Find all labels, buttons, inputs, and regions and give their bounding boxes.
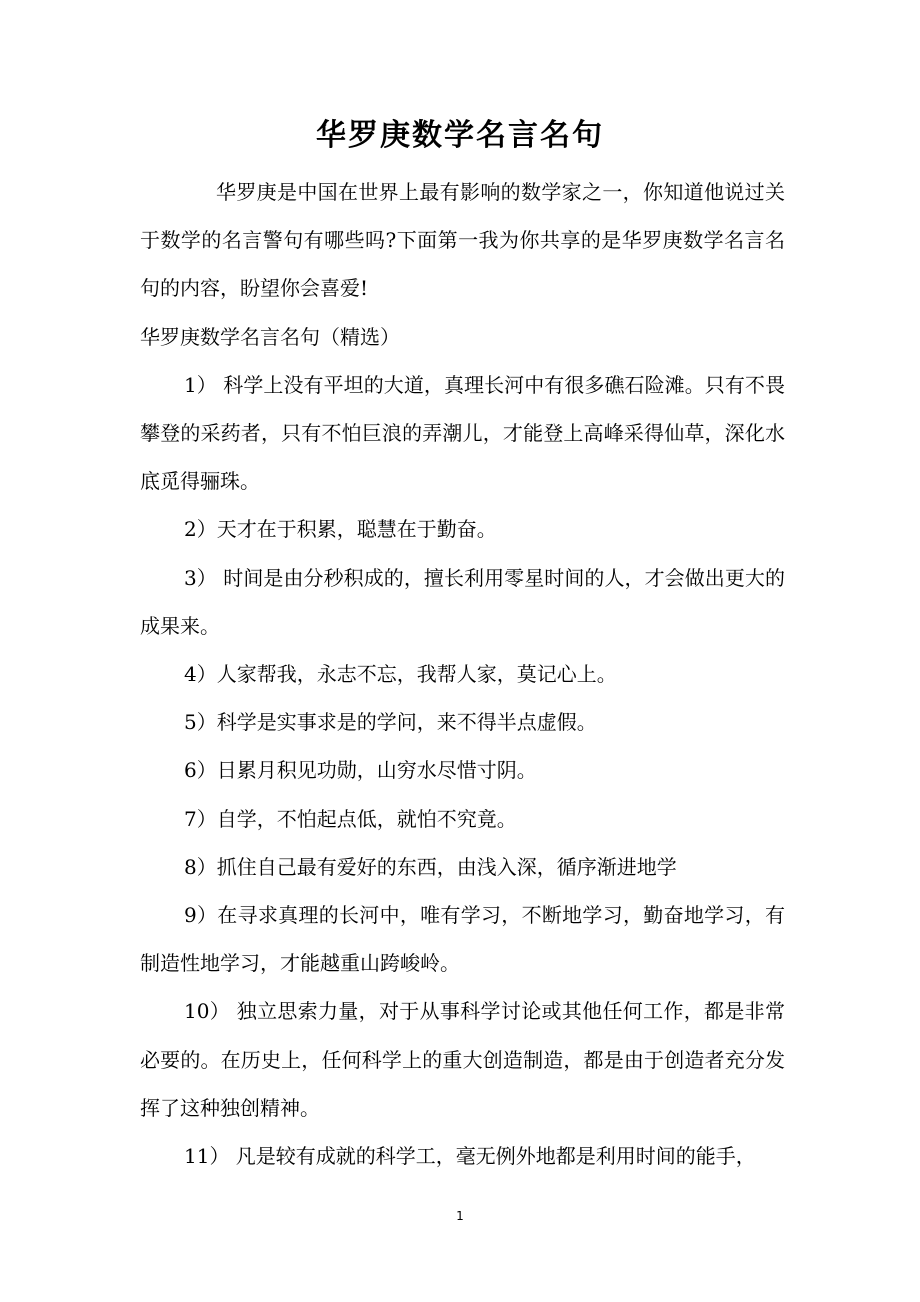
quote-paragraph: 4）人家帮我，永志不忘，我帮人家，莫记心上。 [184, 662, 617, 687]
document-body [140, 168, 785, 1180]
quote-paragraph: 2）天才在于积累，聪慧在于勤奋。 [184, 517, 497, 542]
quote-paragraph: 10） 独立思索力量，对于从事科学讨论或其他任何工作，都是非常必要的。在历史上，任何科学上的重大创造制造，都是由于创造者充分发挥了这种独创精神。 [140, 999, 785, 1120]
quote-paragraph: 3） 时间是由分秒积成的，擅长利用零星时间的人，才会做出更大的成果来。 [140, 565, 785, 638]
quote-paragraph: 5）科学是实事求是的学问，来不得半点虚假。 [184, 710, 597, 735]
page-title: 华罗庚数学名言名句 [316, 118, 604, 153]
quote-paragraph: 8）抓住自己最有爱好的东西，由浅入深，循序渐进地学 [184, 854, 677, 879]
intro-paragraph: 华罗庚是中国在世界上最有影响的数学家之一，你知道他说过关于数学的名言警句有哪些吗?下面第一我为你共享的是华罗庚数学名言名句的内容，盼望你会喜爱! [140, 180, 785, 301]
page-number: 1 [456, 1209, 464, 1223]
quote-paragraph: 6）日累月积见功勋，山穷水尽惜寸阴。 [184, 758, 537, 783]
quote-paragraph: 7）自学，不怕起点低，就怕不究竟。 [184, 806, 517, 831]
quote-paragraph: 11） 凡是较有成就的科学工，毫无例外地都是利用时间的能手， [184, 1144, 756, 1169]
section-heading: 华罗庚数学名言名句（精选） [140, 324, 400, 349]
quote-paragraph: 1） 科学上没有平坦的大道，真理长河中有很多礁石险滩。只有不畏攀登的采药者，只有不怕巨浪的弄潮儿，才能登上高峰采得仙草，深化水底觅得骊珠。 [140, 372, 785, 494]
quote-paragraph: 9）在寻求真理的长河中，唯有学习，不断地学习，勤奋地学习，有制造性地学习，才能越重山跨峻岭。 [140, 903, 785, 976]
